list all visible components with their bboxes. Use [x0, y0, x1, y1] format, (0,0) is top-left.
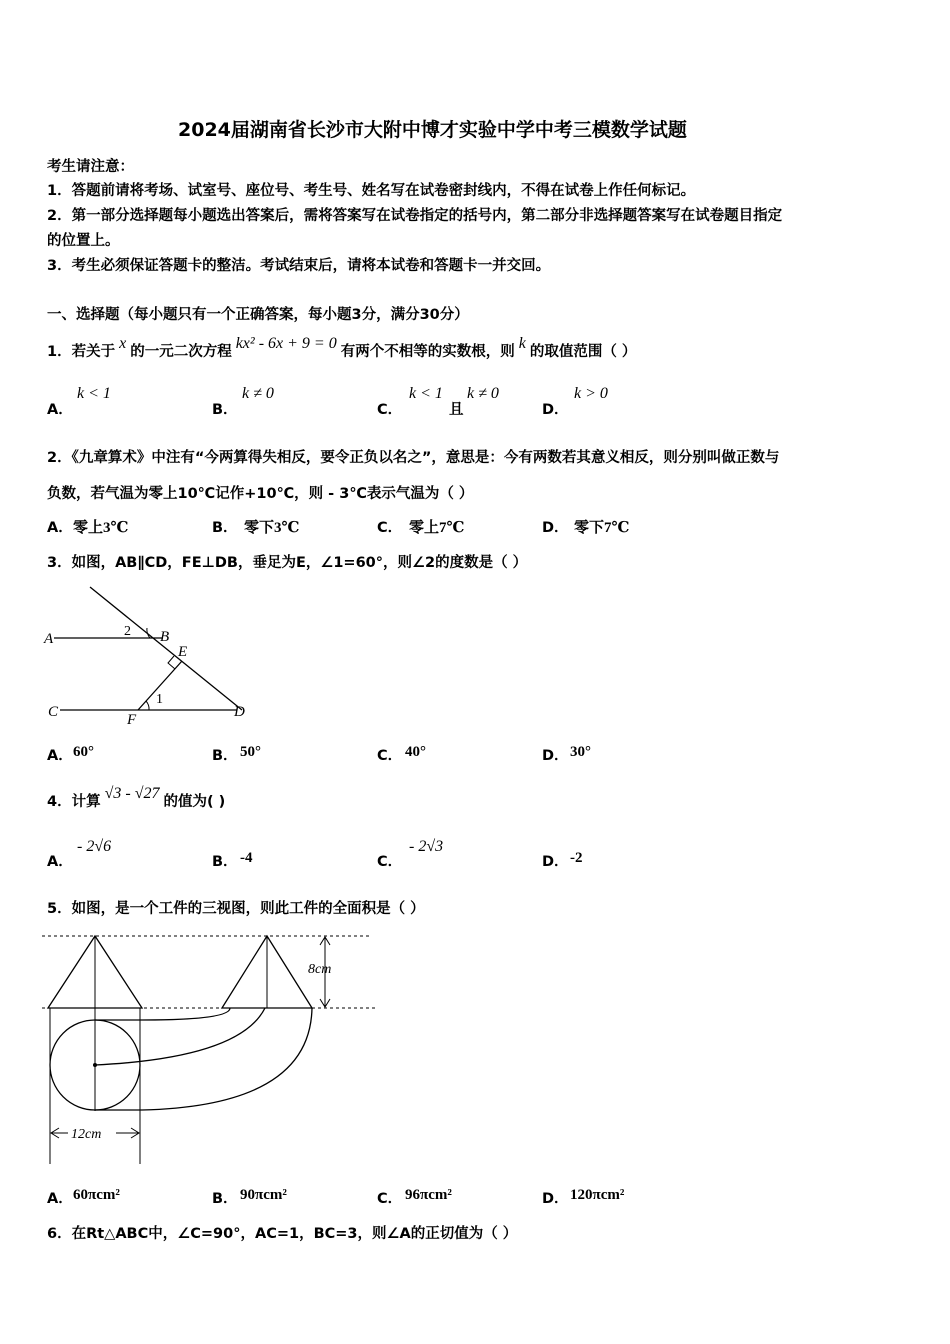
- q1-option-c-conj: 且: [449, 402, 464, 418]
- q1-var-k: k: [518, 335, 526, 352]
- q5-tube-middle: [95, 1008, 265, 1065]
- q3-line-bd: [90, 587, 242, 710]
- q3-label-2: 2: [124, 624, 131, 639]
- q3-label-1: 1: [156, 692, 163, 707]
- q1-option-a: k < 1: [77, 385, 111, 402]
- q3-option-a-label: A．: [47, 748, 73, 764]
- q3-right-angle-mark: [168, 656, 175, 669]
- q2-option-d: 零下7℃: [574, 520, 630, 536]
- q4-option-d: -2: [570, 850, 583, 866]
- q5-height-label: 8cm: [308, 962, 332, 977]
- q3-angle-1-arc: [146, 701, 149, 710]
- q2-option-a-label: A．: [47, 520, 73, 536]
- q1-pre: 1．若关于: [47, 344, 116, 360]
- q1-option-c-label: C．: [377, 402, 403, 418]
- q2-line-1: 2．《九章算术》中注有“今两算得失相反，要令正负以名之”，意思是：今有两数若其意义相反，则分别叫做正数与: [47, 450, 780, 466]
- q5-option-a-label: A．: [47, 1191, 73, 1207]
- q5-option-c: 96πcm²: [405, 1187, 452, 1203]
- q4-option-d-label: D．: [542, 854, 569, 870]
- q5-tube-bottom: [95, 1008, 312, 1110]
- notice-line-1: 1．答题前请将考场、试室号、座位号、考生号、姓名写在试卷密封线内，不得在试卷上作任何标记。: [47, 183, 696, 199]
- q3-option-b: 50°: [240, 744, 261, 760]
- q1-option-a-label: A．: [47, 402, 73, 418]
- q5-tube-top: [95, 1008, 230, 1020]
- q3-option-b-label: B．: [212, 748, 238, 764]
- q1-option-b: k ≠ 0: [242, 385, 274, 402]
- q3-label-f: F: [127, 712, 137, 728]
- q5-figure: [40, 928, 385, 1173]
- q2-option-c: 零上7℃: [409, 520, 465, 536]
- notice-heading: 考生请注意：: [47, 159, 134, 175]
- section-heading: 一、选择题（每小题只有一个正确答案，每小题3分，满分30分）: [47, 307, 469, 323]
- q4-option-c: - 2√3: [409, 838, 444, 855]
- q1-stem: [47, 335, 637, 361]
- q3-option-c-label: C．: [377, 748, 403, 764]
- q1-mid2: 有两个不相等的实数根，则: [340, 344, 515, 360]
- notice-line-2b: 的位置上。: [47, 233, 120, 249]
- q3-option-d-label: D．: [542, 748, 569, 764]
- q2-option-a: 零上3℃: [73, 520, 129, 536]
- q4-option-c-label: C．: [377, 854, 403, 870]
- q2-option-b: 零下3℃: [244, 520, 300, 536]
- q5-width-label: 12cm: [71, 1127, 102, 1142]
- q3-option-c: 40°: [405, 744, 426, 760]
- q1-option-c-b: k ≠ 0: [467, 385, 499, 402]
- q4-options: [47, 838, 847, 868]
- q3-stem: 3．如图，AB∥CD，FE⊥DB，垂足为E，∠1=60°，则∠2的度数是（ ）: [47, 555, 528, 571]
- q3-options: [47, 744, 847, 766]
- q1-option-d: k > 0: [574, 385, 608, 402]
- q4-expression: √3 - √27: [104, 785, 160, 802]
- q3-option-d: 30°: [570, 744, 591, 760]
- q1-mid1: 的一元二次方程: [130, 344, 232, 360]
- q4-post: 的值为( ): [163, 794, 226, 810]
- q4-stem: [47, 785, 226, 811]
- q2-options: [47, 516, 847, 538]
- q4-pre: 4．计算: [47, 794, 101, 810]
- notice-line-3: 3．考生必须保证答题卡的整洁。考试结束后，请将本试卷和答题卡一并交回。: [47, 258, 551, 274]
- q1-var-x: x: [119, 335, 127, 352]
- q2-option-b-label: B．: [212, 520, 238, 536]
- q1-equation: kx² - 6x + 9 = 0: [235, 335, 337, 352]
- q5-option-d-label: D．: [542, 1191, 569, 1207]
- q4-option-a-label: A．: [47, 854, 73, 870]
- q1-options: [47, 385, 847, 418]
- q3-figure: [40, 585, 260, 730]
- q3-label-d: D: [234, 704, 245, 720]
- q6-stem: 6．在Rt△ABC中，∠C=90°，AC=1，BC=3，则∠A的正切值为（ ）: [47, 1226, 518, 1242]
- q2-option-c-label: C．: [377, 520, 403, 536]
- q3-angle-2-arc: [147, 628, 150, 638]
- q3-label-e: E: [178, 644, 188, 660]
- q1-option-d-label: D．: [542, 402, 569, 418]
- q5-option-b-label: B．: [212, 1191, 238, 1207]
- q1-option-c-a: k < 1: [409, 385, 443, 402]
- q4-option-b-label: B．: [212, 854, 238, 870]
- q5-options: [47, 1187, 847, 1209]
- q5-option-c-label: C．: [377, 1191, 403, 1207]
- q5-option-a: 60πcm²: [73, 1187, 120, 1203]
- q3-label-b: B: [160, 629, 170, 645]
- q4-option-a: - 2√6: [77, 838, 112, 855]
- q3-label-c: C: [48, 704, 59, 720]
- q1-option-b-label: B．: [212, 402, 238, 418]
- q4-option-b: -4: [240, 850, 253, 866]
- notice-line-2a: 2．第一部分选择题每小题选出答案后，需将答案写在试卷指定的括号内，第二部分非选择题答案写在试卷题目指定: [47, 208, 783, 224]
- q3-label-a: A: [44, 631, 54, 647]
- q1-post: 的取值范围（ ）: [529, 344, 637, 360]
- q2-line-2: 负数，若气温为零上10℃记作+10℃，则 - 3℃表示气温为（ ）: [47, 486, 474, 502]
- q5-option-d: 120πcm²: [570, 1187, 625, 1203]
- q5-option-b: 90πcm²: [240, 1187, 287, 1203]
- page-title: 2024届湖南省长沙市大附中博才实验中学中考三模数学试题: [178, 119, 687, 141]
- q5-stem: 5．如图，是一个工件的三视图，则此工件的全面积是（ ）: [47, 901, 425, 917]
- q2-option-d-label: D．: [542, 520, 569, 536]
- q3-option-a: 60°: [73, 744, 94, 760]
